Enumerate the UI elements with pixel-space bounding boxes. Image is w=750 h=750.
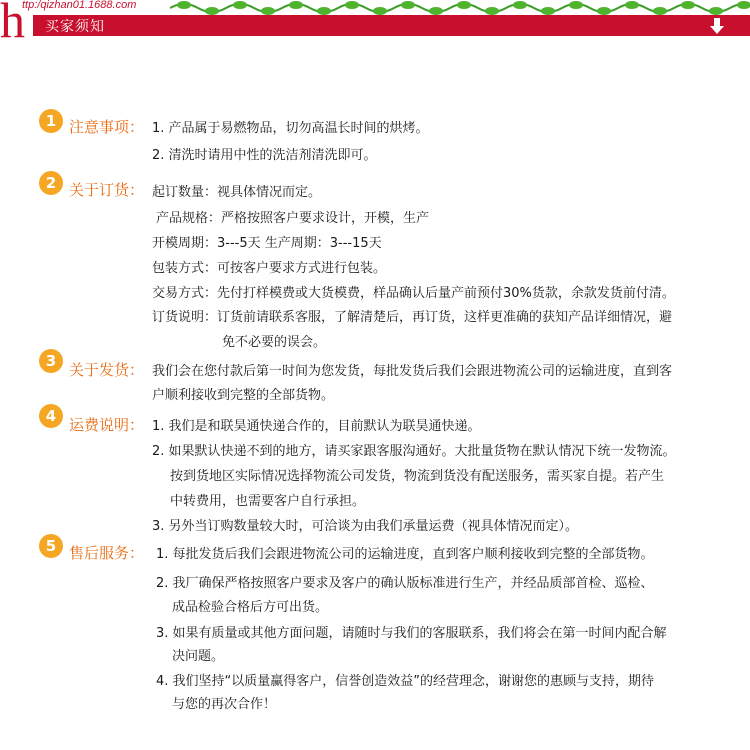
section-line: 起订数量：视具体情况而定。 xyxy=(152,185,322,200)
section-title: 注意事项： xyxy=(69,118,145,136)
section-line: 1. 产品属于易燃物品，切勿高温长时间的烘烤。 xyxy=(152,121,429,136)
section-line: 与您的再次合作！ xyxy=(172,697,277,712)
down-arrow-icon xyxy=(710,18,724,34)
section-line: 4. 我们坚持“以质量赢得客户，信誉创造效益”的经营理念，谢谢您的惠顾与支持，期待 xyxy=(156,674,655,689)
section-title: 运费说明： xyxy=(69,416,145,434)
section-line: 交易方式：先付打样模费或大货模费，样品确认后量产前预付30%货款，余款发货前付清。 xyxy=(152,286,675,301)
section-number-badge: 2 xyxy=(39,171,63,195)
section-title: 关于发货： xyxy=(69,361,145,379)
section-line: 产品规格：严格按照客户要求设计，开模，生产 xyxy=(156,211,430,226)
vine-decoration-icon xyxy=(170,0,750,16)
section-line: 决问题。 xyxy=(172,649,225,664)
section-line: 包装方式：可按客户要求方式进行包装。 xyxy=(152,261,387,276)
section-line: 3. 另外当订购数量较大时，可洽谈为由我们承量运费（视具体情况而定）。 xyxy=(152,519,579,534)
page-title: 买家须知 xyxy=(45,19,105,35)
section-line: 2. 如果默认快递不到的地方，请买家跟客服沟通好。大批量货物在默认情况下统一发物流。 xyxy=(152,444,676,459)
section-number-badge: 4 xyxy=(39,404,63,428)
section-line: 2. 清洗时请用中性的洗洁剂清洗即可。 xyxy=(152,148,377,163)
title-bar xyxy=(33,15,750,36)
section-number-badge: 5 xyxy=(39,534,63,558)
section-line: 1. 每批发货后我们会跟进物流公司的运输进度，直到客户顺利接收到完整的全部货物。 xyxy=(156,547,654,562)
section-title: 售后服务： xyxy=(69,544,145,562)
section-title: 关于订货： xyxy=(69,181,145,199)
section-number-badge: 1 xyxy=(39,109,63,133)
section-line: 订货说明：订货前请联系客服，了解清楚后，再订货，这样更准确的获知产品详细情况，避 xyxy=(152,310,673,325)
section-line: 1. 我们是和联昊通快递合作的，目前默认为联昊通快递。 xyxy=(152,419,481,434)
header-banner xyxy=(0,0,750,48)
section-line: 中转费用，也需要客户自行承担。 xyxy=(170,494,366,509)
section-line: 开模周期：3---5天 生产周期：3---15天 xyxy=(152,236,382,251)
section-line: 按到货地区实际情况选择物流公司发货，物流到货没有配送服务，需买家自提。若产生 xyxy=(170,469,665,484)
section-line: 免不必要的误会。 xyxy=(222,335,327,350)
section-line: 户顺利接收到完整的全部货物。 xyxy=(152,388,335,403)
section-line: 我们会在您付款后第一时间为您发货，每批发货后我们会跟进物流公司的运输进度，直到客 xyxy=(152,364,673,379)
logo-letter: h xyxy=(0,0,25,48)
section-line: 3. 如果有质量或其他方面问题，请随时与我们的客服联系，我们将会在第一时间内配合解 xyxy=(156,626,667,641)
section-line: 成品检验合格后方可出货。 xyxy=(172,600,329,615)
shop-url: ttp:/qizhan01.1688.com xyxy=(22,0,137,11)
section-line: 2. 我厂确保严格按照客户要求及客户的确认版标准进行生产，并经品质部首检、巡检、 xyxy=(156,576,654,591)
section-number-badge: 3 xyxy=(39,349,63,373)
